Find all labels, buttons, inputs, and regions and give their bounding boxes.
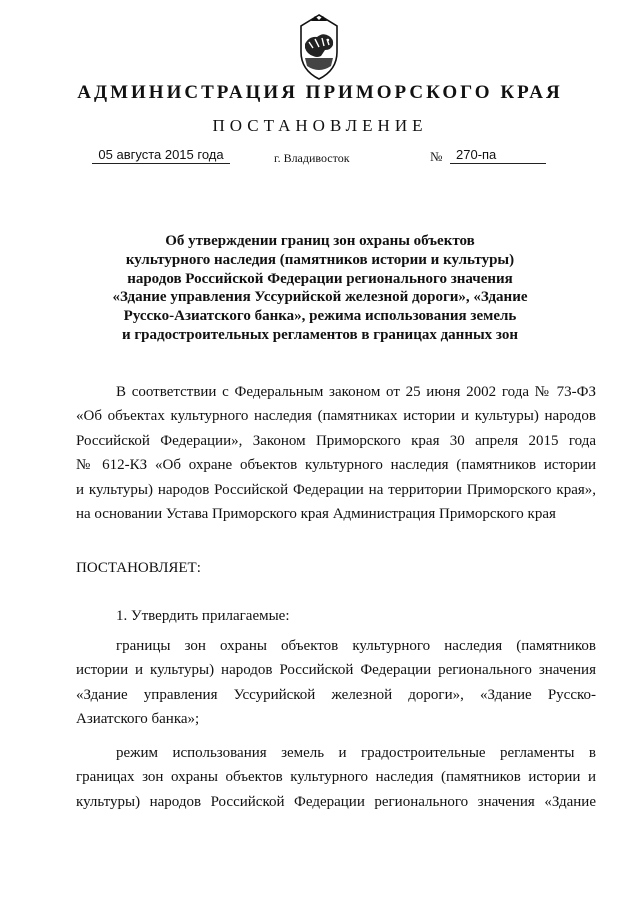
document-date: 05 августа 2015 года [92, 147, 230, 164]
paragraph-line: «Здание управления Уссурийской железной дороги», «Здание Русско- [76, 686, 596, 703]
paragraph-line: культуры) народов Российской Федерации регионального значения «Здание [76, 793, 596, 810]
document-title [60, 232, 580, 345]
title-line: Русско-Азиатского банка», режима использования земель [123, 308, 517, 325]
title-line: Об утверждении границ зон охраны объектов [165, 233, 475, 249]
paragraph-line: истории и культуры) народов Российской Федерации регионального значения [76, 662, 596, 679]
paragraph-line: Российской Федерации», Законом Приморского края 30 апреля 2015 года [76, 432, 596, 449]
paragraph-line: В соответствии с Федеральным законом от 25 июня 2002 года № 73-ФЗ [116, 384, 596, 400]
paragraph-line: на основании Устава Приморского края Администрация Приморского края [76, 505, 556, 522]
document-number-label: № [430, 149, 443, 164]
boundaries-paragraph [76, 634, 596, 732]
paragraph-line: Азиатского банка»; [76, 711, 200, 728]
organization-name: АДМИНИСТРАЦИЯ ПРИМОРСКОГО КРАЯ [77, 82, 563, 103]
title-line: «Здание управления Уссурийской железной дороги», «Здание [112, 289, 528, 306]
document-type: ПОСТАНОВЛЕНИЕ [212, 116, 428, 135]
preamble-paragraph [76, 380, 596, 526]
regime-paragraph [76, 741, 596, 814]
title-line: народов Российской Федерации регионального значения [127, 270, 513, 287]
paragraph-line: границах зон охраны объектов культурного наследия (памятников истории и [76, 769, 596, 786]
document-city: г. Владивосток [274, 151, 350, 165]
paragraph-line: границы зон охраны объектов культурного наследия (памятников [116, 638, 596, 654]
resolve-heading: ПОСТАНОВЛЯЕТ: [76, 560, 201, 576]
paragraph-line: «Об объектах культурного наследия (памятниках истории и культуры) народов [76, 408, 596, 425]
paragraph-line: № 612-КЗ «Об охране объектов культурного наследия (памятников истории [76, 457, 596, 474]
document-number: 270-па [450, 147, 546, 164]
paragraph-line: и культуры) народов Российской Федерации на территории Приморского края», [76, 481, 596, 498]
coat-of-arms-icon [291, 12, 347, 82]
paragraph-line: режим использования земель и градостроительные регламенты в [116, 745, 596, 761]
title-line: культурного наследия (памятников истории и культуры) [125, 251, 515, 268]
item-1-heading: 1. Утвердить прилагаемые: [116, 608, 290, 624]
title-line: и градостроительных регламентов в границах данных зон [121, 326, 519, 343]
